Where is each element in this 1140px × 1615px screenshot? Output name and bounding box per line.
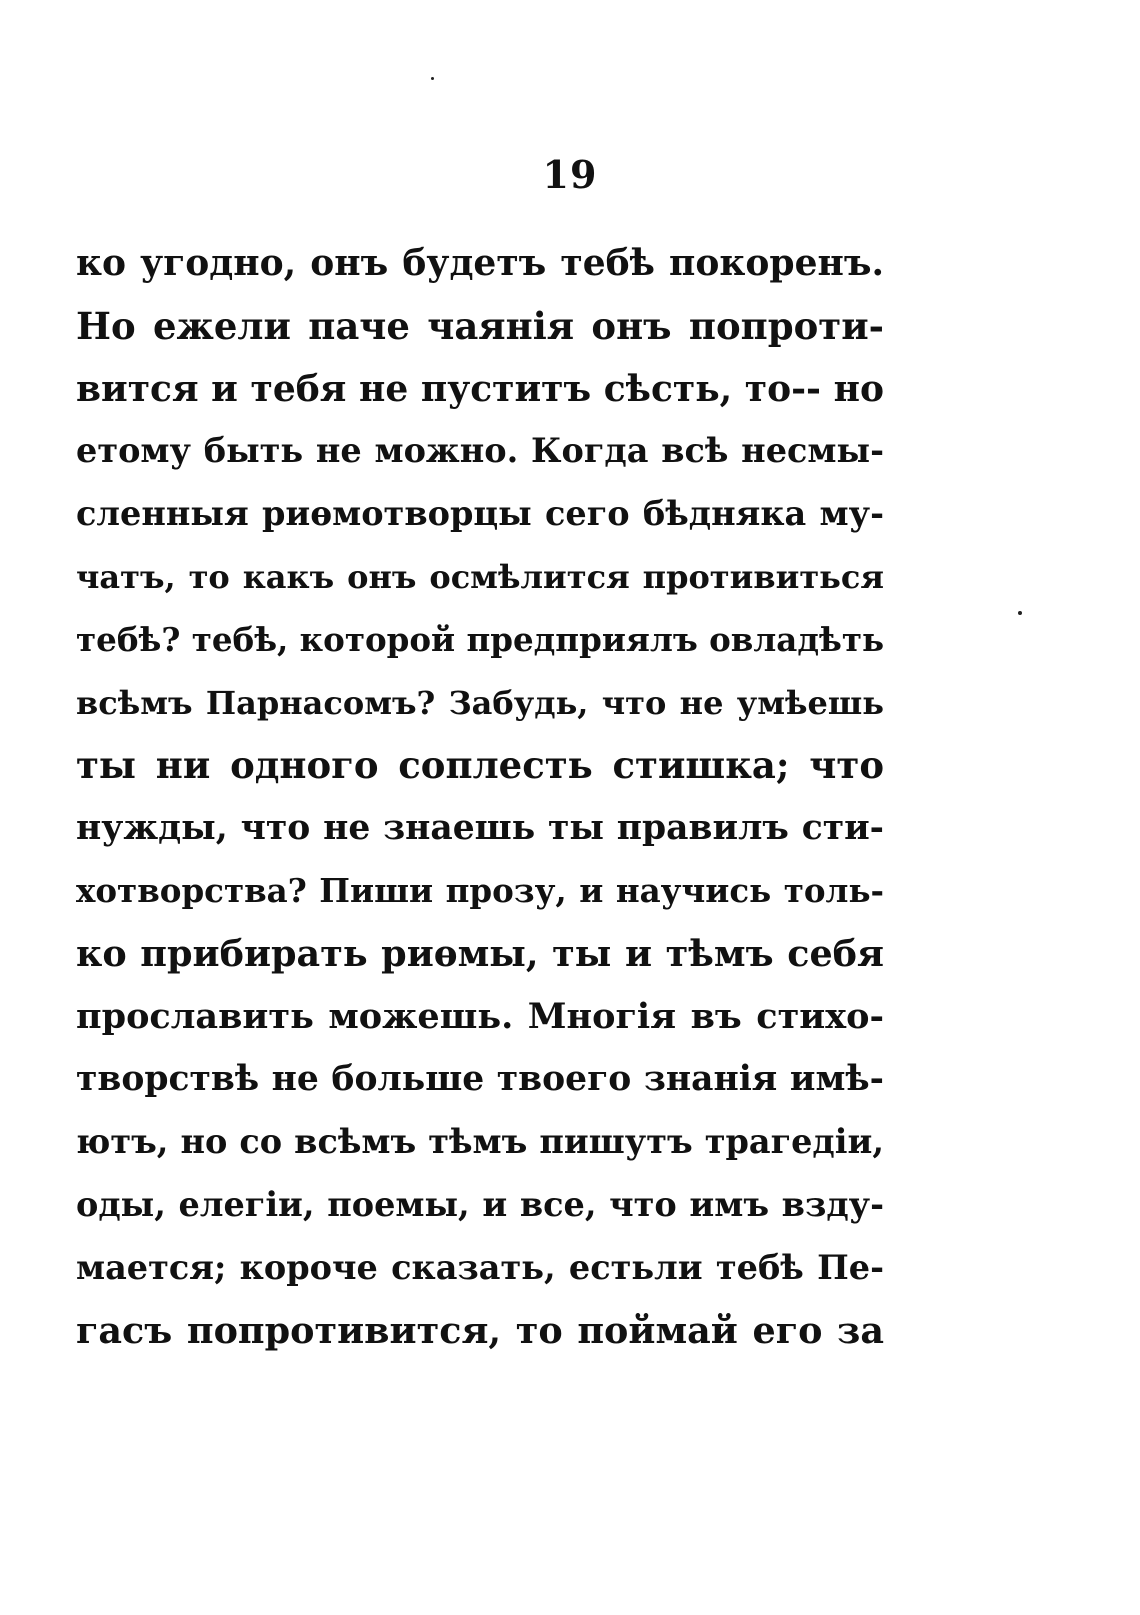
text-line: ютъ, но со всѣмъ тѣмъ пишутъ трагедіи,	[76, 1122, 884, 1162]
text-line: вится и тебя не пуститъ сѣсть, то-- но	[76, 367, 884, 410]
text-line: чатъ, то какъ онъ осмѣлится противиться	[76, 557, 884, 596]
text-line: ко угодно, онъ будетъ тебѣ покоренъ.	[76, 242, 884, 284]
text-line: етому быть не можно. Когда всѣ несмы-	[76, 431, 884, 471]
text-line: оды, елегіи, поемы, и все, что имъ взду-	[76, 1184, 884, 1224]
text-line: тебѣ? тебѣ, которой предприялъ овладѣть	[76, 619, 884, 659]
text-line: гасъ попротивится, то поймай его за	[76, 1308, 884, 1352]
text-line: мается; короче сказать, естьли тебѣ Пе-	[76, 1247, 884, 1287]
text-line: нужды, что не знаешь ты правилъ сти-	[76, 808, 884, 849]
body-text	[76, 232, 884, 1362]
text-line: хотворства? Пиши прозу, и научись толь-	[76, 870, 884, 910]
text-line: всѣмъ Парнасомъ? Забудь, что не умѣешь	[76, 683, 884, 722]
print-speck	[431, 77, 434, 80]
text-line: ты ни одного соплесть стишка; что	[76, 743, 884, 788]
page-number: 19	[542, 152, 598, 197]
text-line: ко прибирать риѳмы, ты и тѣмъ себя	[76, 931, 884, 975]
text-line: творствѣ не больше твоего знанія имѣ-	[76, 1059, 884, 1100]
text-line: Но ежели паче чаянія онъ попроти-	[76, 303, 884, 348]
text-line: прославить можешь. Многія въ стихо-	[76, 995, 884, 1037]
text-line: сленныя риѳмотворцы сего бѣдняка му-	[76, 494, 884, 534]
print-speck	[1018, 611, 1022, 615]
